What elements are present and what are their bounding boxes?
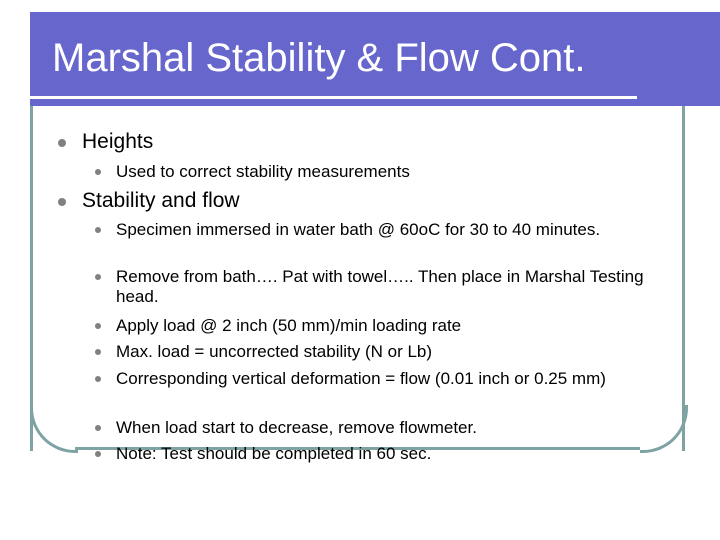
bullet-dot-icon [58,198,66,206]
sub-bullet-text: Apply load @ 2 inch (50 mm)/min loading rate [116,316,462,335]
sub-bullet-dot-icon [95,376,101,382]
sub-bullet-text: Corresponding vertical deformation = flow (0.01 inch or 0.25 mm) [116,369,606,388]
sub-bullet-dot-icon [95,274,101,280]
slide-title: Marshal Stability & Flow Cont. [52,36,586,80]
sub-bullet-dot-icon [95,425,101,431]
sub-bullet-text: Used to correct stability measurements [116,162,410,181]
bullet-heading: Stability and flow [82,189,240,212]
bullet-heading: Heights [82,130,154,153]
sub-bullet-text: Max. load = uncorrected stability (N or Lb) [116,342,433,361]
sub-bullet-text: When load start to decrease, remove flowmeter. [116,418,477,437]
sub-bullet-dot-icon [95,227,101,233]
bullet-dot-icon [58,139,66,147]
sub-bullet-text: Specimen immersed in water bath @ 60oC for 30 to 40 minutes. [116,220,601,239]
sub-bullet-dot-icon [95,323,101,329]
sub-bullet-text: Note: Test should be completed in 60 sec. [116,444,432,463]
sub-bullet-dot-icon [95,169,101,175]
sub-bullet-dot-icon [95,451,101,457]
sub-bullet-dot-icon [95,349,101,355]
sub-bullet-text: Remove from bath…. Pat with towel….. Then place in Marshal Testing head. [116,267,644,306]
